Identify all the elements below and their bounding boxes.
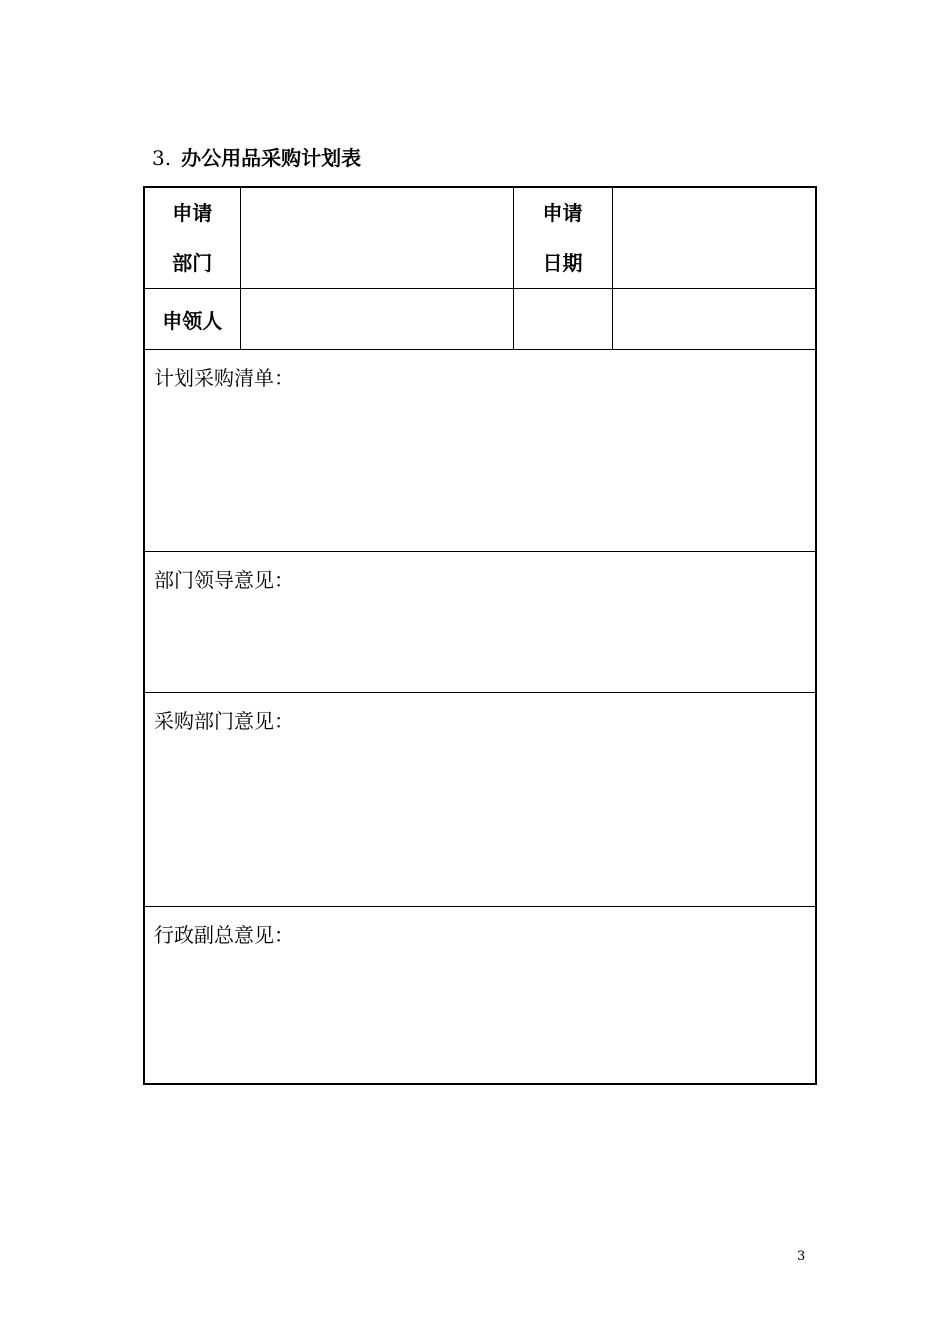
form-row-dept-date (144, 187, 816, 289)
section-number: 3. (152, 146, 172, 170)
purchasing-dept-opinion-label: 采购部门意见： (154, 709, 294, 733)
admin-vp-opinion-area[interactable] (144, 907, 816, 1085)
apply-date-field[interactable] (612, 187, 816, 289)
section-title: 办公用品采购计划表 (181, 146, 362, 170)
blank-cell-2[interactable] (612, 289, 816, 350)
purchasing-dept-opinion-area[interactable] (144, 693, 816, 907)
apply-date-label: 申请 日期 (513, 187, 612, 289)
admin-vp-opinion-label: 行政副总意见： (154, 923, 294, 947)
dept-leader-opinion-label: 部门领导意见： (154, 568, 294, 592)
purchase-list-label: 计划采购清单： (154, 366, 294, 390)
purchase-list-area[interactable] (144, 350, 816, 552)
form-row-dept-leader-opinion (144, 552, 816, 693)
blank-cell-1[interactable] (513, 289, 612, 350)
dept-leader-opinion-area[interactable] (144, 552, 816, 693)
office-supplies-purchase-plan-form (143, 186, 817, 1085)
form-row-requester (144, 289, 816, 350)
page-number: 3 (797, 1249, 806, 1264)
section-heading (152, 144, 361, 172)
requester-label: 申领人 (144, 289, 240, 350)
form-row-purchasing-dept-opinion (144, 693, 816, 907)
requester-field[interactable] (240, 289, 513, 350)
applicant-dept-label: 申请 部门 (144, 187, 240, 289)
applicant-dept-field[interactable] (240, 187, 513, 289)
form-row-admin-vp-opinion (144, 907, 816, 1085)
form-row-purchase-list (144, 350, 816, 552)
